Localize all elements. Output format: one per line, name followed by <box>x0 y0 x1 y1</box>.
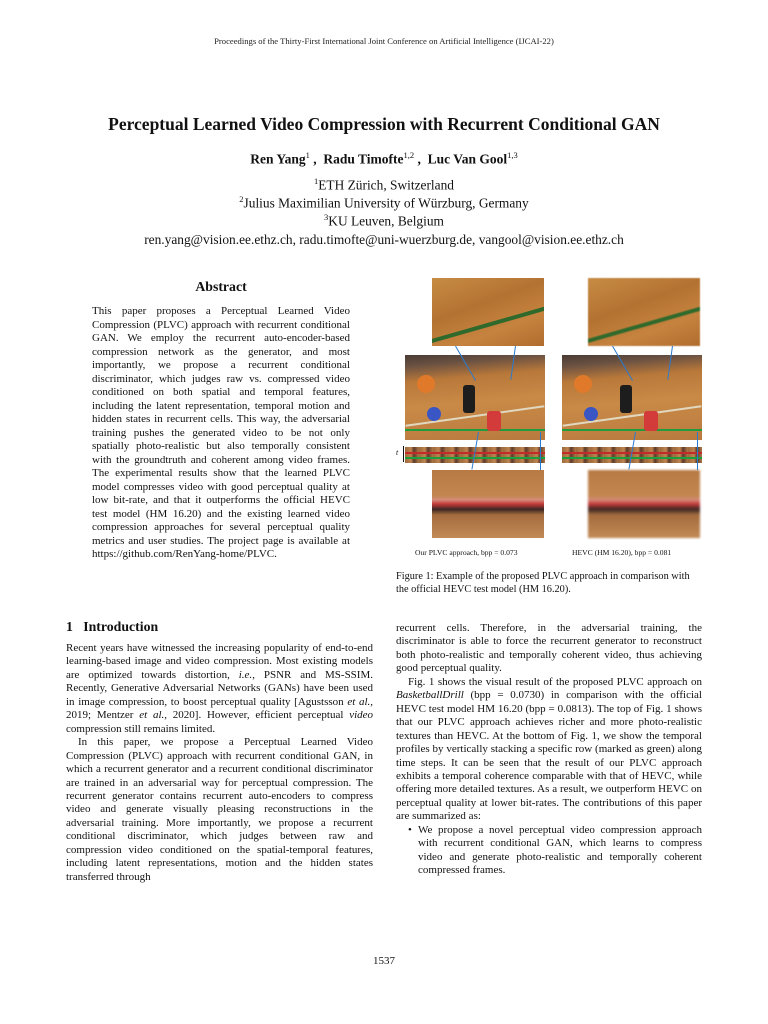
section-heading <box>66 619 158 635</box>
author-name: Radu Timofte <box>323 151 404 167</box>
intro-paragraph-4 <box>396 676 702 824</box>
text-run-italic: et al. <box>347 695 371 708</box>
author-name: Luc Van Gool <box>427 151 508 167</box>
player-figure <box>644 411 658 431</box>
contribution-bullet <box>396 824 702 878</box>
section-number: 1 <box>66 619 73 634</box>
hevc-figure-label: HEVC (HM 16.20), bpp = 0.081 <box>572 548 672 557</box>
text-run-italic: video <box>349 709 374 722</box>
affil-text: ETH Zürich, Switzerland <box>318 177 454 193</box>
hevc-frame <box>562 355 702 440</box>
player-figure <box>463 385 475 413</box>
section-title: Introduction <box>83 619 159 634</box>
text-run-italic: et al. <box>139 709 165 722</box>
intro-left-column <box>66 642 373 884</box>
court-line <box>432 289 544 346</box>
affil-text: KU Leuven, Belgium <box>328 213 444 229</box>
green-profile-line <box>405 457 545 459</box>
text-run: , 2019; Mentzer <box>66 695 373 722</box>
zoom-guide-line <box>697 432 698 470</box>
plvc-bottom-crop <box>432 470 544 538</box>
text-run: (bpp = 0.0730) in comparison with the official HEVC test model HM 16.20 (bpp = 0.0813). The top of Fig. 1 shows that our PLVC approach achieves richer and more photo-realistic textures than HEVC. At the bottom of Fig. 1, we show the temporal profiles by vertically stacking a specific row (marked as green) along time steps. It can be seen that the result of our PLVC approach exhibits a temporal coherence comparable with that of HEVC, while offering more detailed textures. As a result, we outperform HEVC on perceptual quality at lower bit-rates. The contributions of this paper are summarized as: <box>396 689 702 823</box>
green-row-marker <box>405 429 545 431</box>
hevc-bottom-crop <box>588 470 700 538</box>
affiliation-line <box>0 212 768 229</box>
green-row-marker <box>562 429 702 431</box>
affil-sup: 2 <box>239 194 244 204</box>
plvc-figure-label: Our PLVC approach, bpp = 0.073 <box>415 548 518 557</box>
bullet-text: We propose a novel perceptual video compression approach with recurrent conditional GAN, which learns to compress video and generate photo-realistic and temporally coherent compressed frames. <box>418 823 702 877</box>
text-run: , 2020]. However, efficient perceptual <box>164 709 350 722</box>
volleyball <box>427 407 441 421</box>
author-affil-sup: 1,2 <box>403 150 415 160</box>
author-line: Ren Yang$^1$ , Radu Timofte$^{1,2}$ , Luc Van Gool$^{1,3}$ <box>250 150 518 167</box>
affiliation-line <box>0 194 768 211</box>
time-axis-label: t <box>396 448 399 457</box>
page-number: 1537 <box>373 955 395 967</box>
abstract-text: This paper proposes a Perceptual Learned Video Compression (PLVC) approach with recurrent conditional GAN. We employ the recurrent auto-encoder-based compression network as the generator, and most importantly, we propose a recurrent conditional discriminator, which judges raw vs. compressed video conditioned on both spatial and temporal features, including the latent representation, temporal motion and hidden states in recurrent cells. This way, the adversarial training pushes the generated video to be not only spatially photo-realistic but also temporally consistent with the groundtruth and coherent among video frames. The experimental results show that the learned PLVC model compresses video with good perceptual quality at low bit-rate, and that it outperforms the official HEVC test model (HM 16.20) and the existing learned video compression approaches for several perceptual quality metrics and user studies. The project page is available at https://github.com/RenYang-home/PLVC. <box>92 305 350 560</box>
affil-text: Julius Maximilian University of Würzburg, Germany <box>243 195 529 211</box>
court-line <box>588 289 700 346</box>
figure-caption: Figure 1: Example of the proposed PLVC approach in comparison with the official HEVC test model (HM 16.20). <box>396 571 690 595</box>
intro-paragraph-2: In this paper, we propose a Perceptual Learned Video Compression (PLVC) approach with recurrent conditional GAN, in which a recurrent generator and a recurrent conditional discriminator are trained in an adversarial way for perceptual compression. The recurrent generator contains recurrent auto-encoders to compress video and generate visually pleasing reconstructions in the adversarial training. More importantly, we propose a recurrent conditional discriminator, which judges between raw and compression video conditioned on the spatial-temporal features, including latent representations, motion and the hidden states transferred through <box>66 736 373 883</box>
text-run-italic: BasketballDrill <box>396 689 464 702</box>
volleyball <box>584 407 598 421</box>
zoom-guide-line <box>540 432 541 470</box>
intro-right-column <box>396 622 702 878</box>
text-run-italic: i.e. <box>238 668 253 681</box>
basketball <box>574 375 592 393</box>
text-run: , PSNR and MS-SSIM. Recently, Generative Adversarial Networks (GANs) have been used in image compression, to boost perceptual quality [Agustsson <box>66 668 373 708</box>
affil-sup: 3 <box>324 212 329 222</box>
player-figure <box>620 385 632 413</box>
text-run: compression still remains limited. <box>66 722 216 735</box>
author-affil-sup: 1 <box>305 150 310 160</box>
bullet-icon: • <box>408 823 412 836</box>
player-figure <box>487 411 501 431</box>
author-name: Ren Yang <box>250 151 306 167</box>
intro-paragraph-3: recurrent cells. Therefore, in the adversarial training, the discriminator is able to force the recurrent generator to reconstruct both photo-realistic and temporally coherent video, thus achieving good perceptual quality. <box>396 622 702 675</box>
text-run: Fig. 1 shows the visual result of the proposed PLVC approach on <box>408 675 702 688</box>
affiliation-line <box>0 176 768 193</box>
hevc-top-crop <box>588 278 700 346</box>
affil-sup: 1 <box>314 176 319 186</box>
plvc-top-crop <box>432 278 544 346</box>
green-profile-line <box>562 457 702 459</box>
basketball <box>417 375 435 393</box>
author-emails: ren.yang@vision.ee.ethz.ch, radu.timofte@uni-wuerzburg.de, vangool@vision.ee.ethz.ch <box>144 232 624 247</box>
paper-title: Perceptual Learned Video Compression with Recurrent Conditional GAN <box>108 114 660 134</box>
intro-paragraph-1 <box>66 642 373 736</box>
proceedings-header: Proceedings of the Thirty-First International Joint Conference on Artificial Intelligence (IJCAI-22) <box>214 36 554 46</box>
author-affil-sup: 1,3 <box>507 150 518 160</box>
text-run: Recent years have witnessed the increasing popularity of end-to-end learning-based image and video compression. Most existing models are optimized towards distortion, <box>66 642 373 681</box>
abstract-heading: Abstract <box>195 279 247 294</box>
time-axis-arrow <box>403 446 404 462</box>
plvc-frame <box>405 355 545 440</box>
